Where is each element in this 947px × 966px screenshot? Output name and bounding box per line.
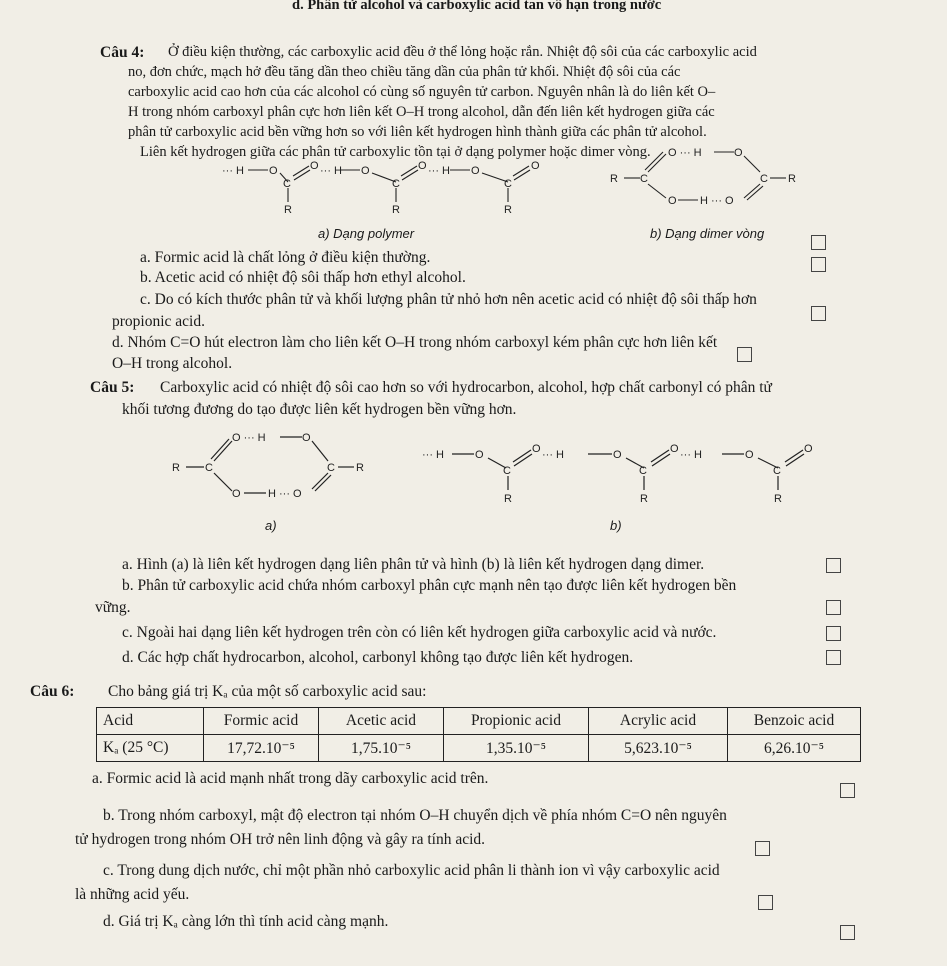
q5-option-c: c. Ngoài hai dạng liên kết hydrogen trên còn có liên kết hydrogen giữa carboxylic acid và nước. [122, 624, 717, 641]
svg-text:C: C [639, 465, 647, 477]
q4-intro-line: Ở điều kiện thường, các carboxylic acid đều ở thể lỏng hoặc rắn. Nhiệt độ sôi của các carboxylic acid [168, 44, 757, 60]
svg-text:C: C [640, 173, 648, 185]
q4-option-b: b. Acetic acid có nhiệt độ sôi thấp hơn ethyl alcohol. [140, 269, 466, 286]
svg-text:··· H: ··· H [680, 449, 702, 461]
q5-a-checkbox[interactable] [826, 558, 841, 573]
q5-option-a: a. Hình (a) là liên kết hydrogen dạng liên phân tử và hình (b) là liên kết hydrogen dạng dimer. [122, 556, 705, 573]
svg-text:R: R [392, 204, 400, 216]
q4-dimer-diagram [610, 140, 810, 212]
q4-option-c-cont: propionic acid. [112, 313, 205, 330]
table-row-label: Kₐ (25 °C) [97, 735, 204, 762]
table-cell: 1,75.10⁻⁵ [319, 735, 444, 762]
svg-text:O ··· H: O ··· H [232, 432, 266, 444]
table-header-cell: Acrylic acid [589, 708, 728, 735]
table-cell: 1,35.10⁻⁵ [444, 735, 589, 762]
q5-c-checkbox[interactable] [826, 626, 841, 641]
svg-text:C: C [327, 462, 335, 474]
q4-intro-line: carboxylic acid cao hơn của các alcohol có cùng số nguyên tử carbon. Nguyên nhân là do liên kết O– [128, 84, 716, 100]
svg-text:O: O [804, 443, 813, 455]
svg-text:O: O [471, 165, 480, 177]
table-header-cell: Benzoic acid [728, 708, 861, 735]
svg-text:O: O [310, 160, 319, 172]
q4-option-c: c. Do có kích thước phân tử và khối lượng phân tử nhỏ hơn nên acetic acid có nhiệt độ sôi thấp hơn [140, 291, 757, 308]
q4-caption-polymer: a) Dạng polymer [318, 226, 415, 241]
svg-text:H ··· O: H ··· O [700, 195, 734, 207]
q4-intro-line: phân tử carboxylic acid bền vững hơn so với liên kết hydrogen hình thành giữa các phân tử alcohol. [128, 124, 707, 140]
table-cell: 6,26.10⁻⁵ [728, 735, 861, 762]
q4-intro-line: Liên kết hydrogen giữa các phân tử carboxylic tồn tại ở dạng polymer hoặc dimer vòng. [140, 144, 651, 160]
svg-text:O: O [232, 488, 241, 500]
svg-text:R: R [610, 173, 618, 185]
q6-a-checkbox[interactable] [840, 783, 855, 798]
table-header-row [97, 708, 861, 735]
table-header-cell: Acid [97, 708, 204, 735]
q5-polymer-diagram [418, 432, 828, 508]
svg-text:C: C [392, 178, 400, 190]
q4-intro-line: no, đơn chức, mạch hở đều tăng dần theo chiều tăng dần của phân tử khối. Nhiệt độ sôi của các [128, 64, 681, 80]
svg-text:R: R [284, 204, 292, 216]
svg-text:O: O [670, 443, 679, 455]
table-header-cell: Propionic acid [444, 708, 589, 735]
svg-text:C: C [205, 462, 213, 474]
q4-label: Câu 4: [100, 44, 145, 61]
svg-text:H ··· O: H ··· O [268, 488, 302, 500]
q4-d-checkbox[interactable] [737, 347, 752, 362]
q6-intro: Cho bảng giá trị Kₐ của một số carboxylic acid sau: [108, 683, 427, 700]
q4-caption-dimer: b) Dạng dimer vòng [650, 226, 765, 241]
q5-option-b-cont: vững. [95, 599, 131, 616]
q4-option-d-cont: O–H trong alcohol. [112, 355, 233, 372]
q5-option-b: b. Phân tử carboxylic acid chứa nhóm carboxyl phân cực mạnh nên tạo được liên kết hydrogen bền [122, 577, 737, 594]
q5-label: Câu 5: [90, 379, 135, 396]
svg-text:R: R [504, 493, 512, 505]
svg-text:O: O [532, 443, 541, 455]
svg-text:··· H: ··· H [320, 165, 342, 177]
q6-d-checkbox[interactable] [840, 925, 855, 940]
svg-text:R: R [640, 493, 648, 505]
q4-c-checkbox[interactable] [811, 306, 826, 321]
q5-caption-a: a) [265, 518, 277, 533]
q5-caption-b: b) [610, 518, 622, 533]
svg-text:··· H: ··· H [422, 449, 444, 461]
q6-b-checkbox[interactable] [755, 841, 770, 856]
q4-b-checkbox[interactable] [811, 257, 826, 272]
q6-option-b: b. Trong nhóm carboxyl, mật độ electron tại nhóm O–H chuyển dịch về phía nhóm C=O nên nguyên [103, 807, 727, 824]
svg-text:O: O [418, 160, 427, 172]
svg-text:O: O [745, 449, 754, 461]
q6-option-c: c. Trong dung dịch nước, chỉ một phần nhỏ carboxylic acid phân li thành ion vì vậy carboxylic acid [103, 862, 720, 879]
q6-option-d: d. Giá trị Kₐ càng lớn thì tính acid càng mạnh. [103, 913, 389, 930]
q5-dimer-diagram [172, 425, 382, 505]
q4-a-checkbox[interactable] [811, 235, 826, 250]
svg-text:O: O [475, 449, 484, 461]
q6-label: Câu 6: [30, 683, 75, 700]
svg-text:R: R [788, 173, 796, 185]
q4-option-d: d. Nhóm C=O hút electron làm cho liên kết O–H trong nhóm carboxyl kém phân cực hơn liên kết [112, 334, 718, 351]
q6-option-b-cont: tử hydrogen trong nhóm OH trở nên linh động và gây ra tính acid. [75, 831, 486, 848]
q5-intro-line: Carboxylic acid có nhiệt độ sôi cao hơn so với hydrocarbon, alcohol, hợp chất carbonyl có phân tử [160, 379, 772, 396]
q6-option-a: a. Formic acid là acid mạnh nhất trong dãy carboxylic acid trên. [92, 770, 489, 787]
svg-text:R: R [504, 204, 512, 216]
table-row [97, 735, 861, 762]
svg-text:R: R [774, 493, 782, 505]
q6-option-c-cont: là những acid yếu. [75, 886, 190, 903]
q5-b-checkbox[interactable] [826, 600, 841, 615]
svg-text:O: O [269, 165, 278, 177]
q4-polymer-diagram [218, 150, 558, 218]
svg-text:O: O [361, 165, 370, 177]
q5-d-checkbox[interactable] [826, 650, 841, 665]
table-header-cell: Acetic acid [319, 708, 444, 735]
q5-option-d: d. Các hợp chất hydrocarbon, alcohol, carbonyl không tạo được liên kết hydrogen. [122, 649, 634, 666]
svg-text:C: C [760, 173, 768, 185]
svg-text:C: C [503, 465, 511, 477]
svg-text:C: C [283, 178, 291, 190]
svg-text:··· H: ··· H [428, 165, 450, 177]
svg-text:O: O [734, 147, 743, 159]
table-header-cell: Formic acid [204, 708, 319, 735]
svg-text:C: C [504, 178, 512, 190]
svg-text:O: O [668, 195, 677, 207]
svg-text:R: R [172, 462, 180, 474]
ka-table [96, 707, 861, 762]
svg-text:O ··· H: O ··· H [668, 147, 702, 159]
table-cell: 5,623.10⁻⁵ [589, 735, 728, 762]
svg-text:O: O [302, 432, 311, 444]
q6-c-checkbox[interactable] [758, 895, 773, 910]
svg-text:C: C [773, 465, 781, 477]
svg-text:··· H: ··· H [542, 449, 564, 461]
svg-text:O: O [613, 449, 622, 461]
svg-text:··· H: ··· H [222, 165, 244, 177]
q4-option-a: a. Formic acid là chất lỏng ở điều kiện thường. [140, 249, 431, 266]
q4-intro-line: H trong nhóm carboxyl phân cực hơn liên kết O–H trong alcohol, dẫn đến liên kết hydrogen giữa các [128, 104, 715, 120]
svg-text:R: R [356, 462, 364, 474]
table-cell: 17,72.10⁻⁵ [204, 735, 319, 762]
top-fragment: d. Phân tử alcohol và carboxylic acid tan vô hạn trong nước [292, 0, 662, 13]
q5-intro-line: khối tương đương do tạo được liên kết hydrogen bền vững hơn. [122, 401, 517, 418]
svg-text:O: O [531, 160, 540, 172]
